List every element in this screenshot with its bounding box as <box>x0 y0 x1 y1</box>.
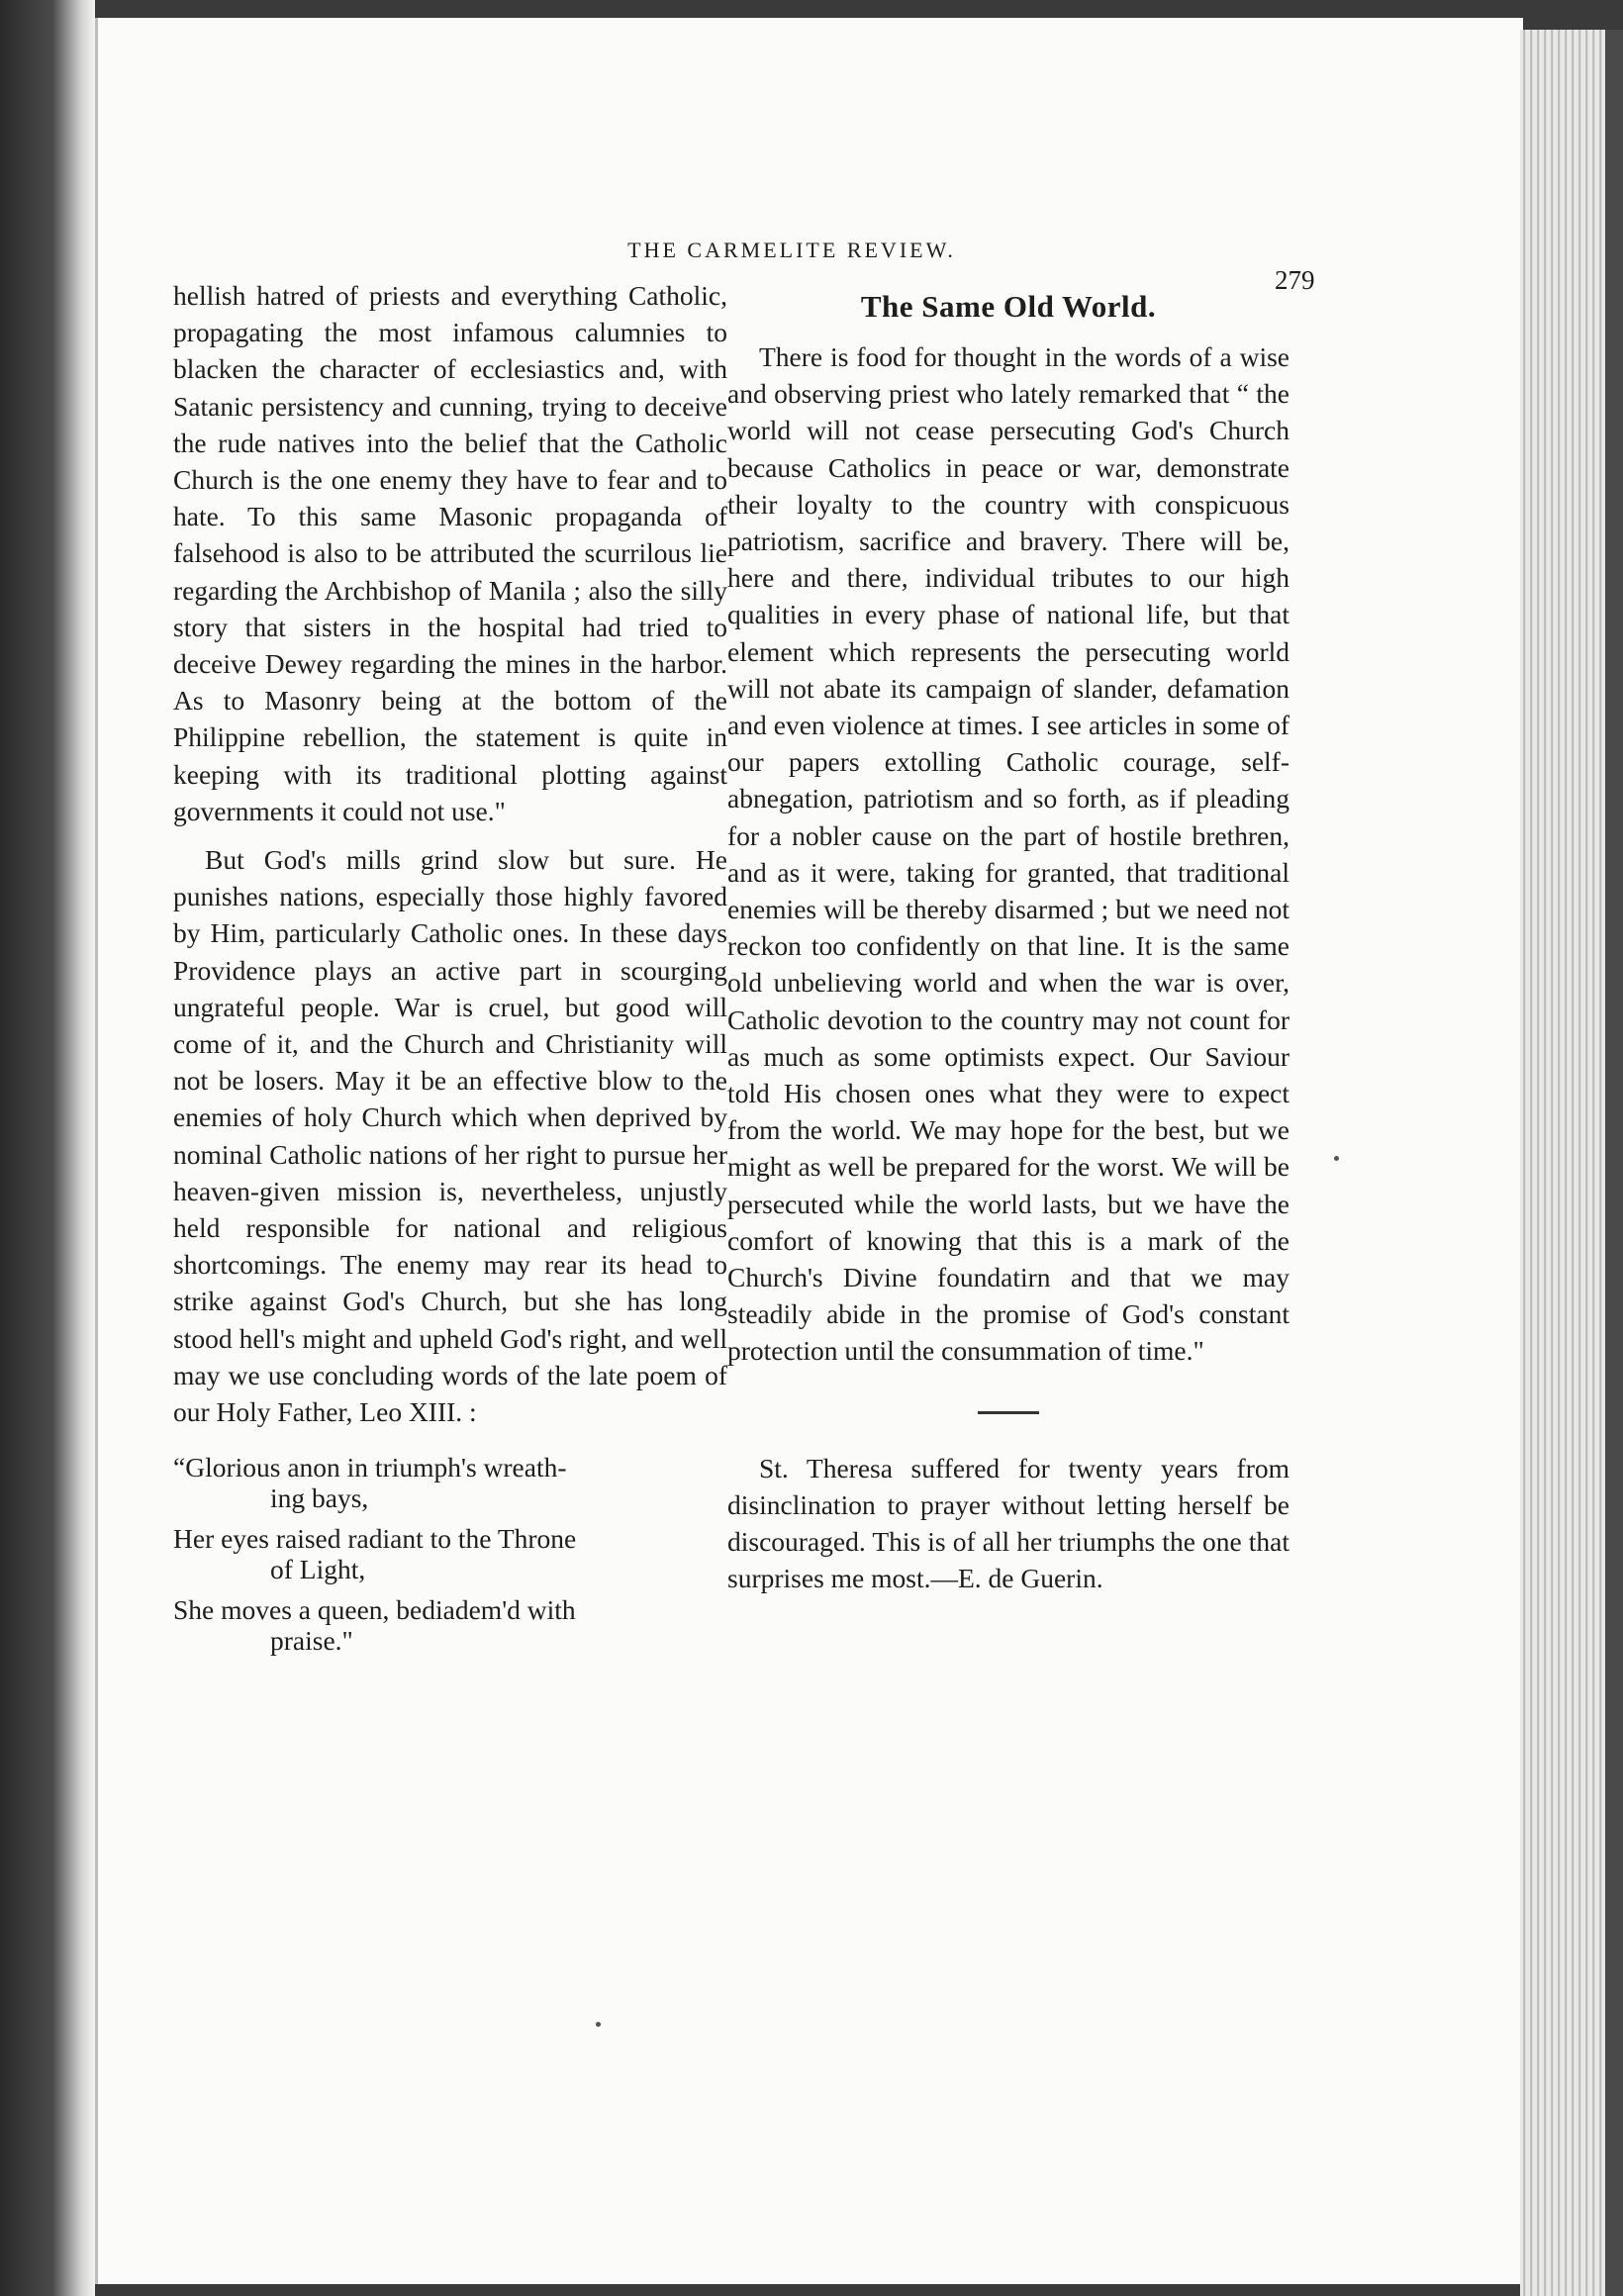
page-edges <box>1520 30 1623 2296</box>
section-divider <box>978 1411 1039 1414</box>
poem-quotation <box>173 1452 727 1656</box>
running-head: THE CARMELITE REVIEW. <box>627 238 956 262</box>
left-column <box>173 277 727 1666</box>
poem-line: She moves a queen, bediadem'd with praise." <box>173 1594 576 1657</box>
quote-text: St. Theresa suffered for twenty years from disinclination to prayer without letting herself be discouraged. This is of all her triumphs the one that surprises me most.—E. de Guerin. <box>727 1452 1289 1594</box>
theresa-quote <box>727 1450 1289 1597</box>
paragraph-gods-mills: But God's mills grind slow but sure. He punishes nations, especially those highly favored by Him, particularly Catholic ones. In these days Providence plays an active part in scourging ungrateful people. War is cruel, but good will come of it, and the Church and Christianity will not be losers. May it be an effective blow to the enemies of holy Church which when deprived by nominal Catholic nations of her right to pursue her heaven-given mission is, nevertheless, unjustly held responsible for national and religious shortcomings. The enemy may rear its head to strike against God's Church, but she has long stood hell's might and upheld God's right, and well may we use concluding words of the late poem of our Holy Father, Leo XIII. : <box>173 844 727 1428</box>
ink-speck <box>1334 1156 1339 1161</box>
ink-speck <box>596 2022 601 2027</box>
article-paragraph: There is food for thought in the words of a wise and observing priest who lately remarked that “ the world will not cease persecuting God's Church because Catholics in peace or war, demonstrate their loyalty to the country with conspicuous patriotism, sacrifice and bravery. There will be, here and there, individual tributes to our high qualities in every phase of national life, but that element which represents the persecuting world will not abate its campaign of slander, defamation and even violence at times. I see articles in some of our papers extolling Catholic courage, self-abnegation, patriotism and so forth, as if pleading for a nobler cause on the part of hostile brethren, and as it were, taking for granted, that traditional enemies will be thereby disarmed ; but we need not reckon too confidently on that line. It is the same old unbelieving world and when the war is over, Catholic devotion to the country may not count for as much as some optimists expect. Our Saviour told His chosen ones what they were to expect from the world. We may hope for the best, but we might as well be prepared for the worst. We will be persecuted while the world lasts, but we have the comfort of knowing that this is a mark of the Church's Divine foundatirn and that we may steadily abide in the promise of God's constant protection until the consummation of time." <box>727 341 1289 1367</box>
continued-paragraph: hellish hatred of priests and everything Catholic, propagating the most infamous calumnies to blacken the character of ecclesiastics and, with Satanic persistency and cunning, trying to deceive the rude natives into the belief that the Catholic Church is the one enemy they have to fear and to hate. To this same Masonic propaganda of falsehood is also to be attributed the scurrilous lie regarding the Archbishop of Manila ; also the silly story that sisters in the hospital had tried to deceive Dewey regarding the mines in the harbor. As to Masonry being at the bottom of the Philippine rebellion, the statement is quite in keeping with its traditional plotting against governments it could not use." <box>173 280 727 826</box>
article-title: The Same Old World. <box>860 289 1157 324</box>
right-column <box>727 287 1289 1597</box>
binding-gutter <box>0 0 95 2296</box>
poem-line: “Glorious anon in triumph's wreath- ing bays, <box>173 1452 567 1514</box>
poem-line: Her eyes raised radiant to the Throne of Light, <box>173 1523 577 1585</box>
page-number: 279 <box>1275 265 1315 295</box>
